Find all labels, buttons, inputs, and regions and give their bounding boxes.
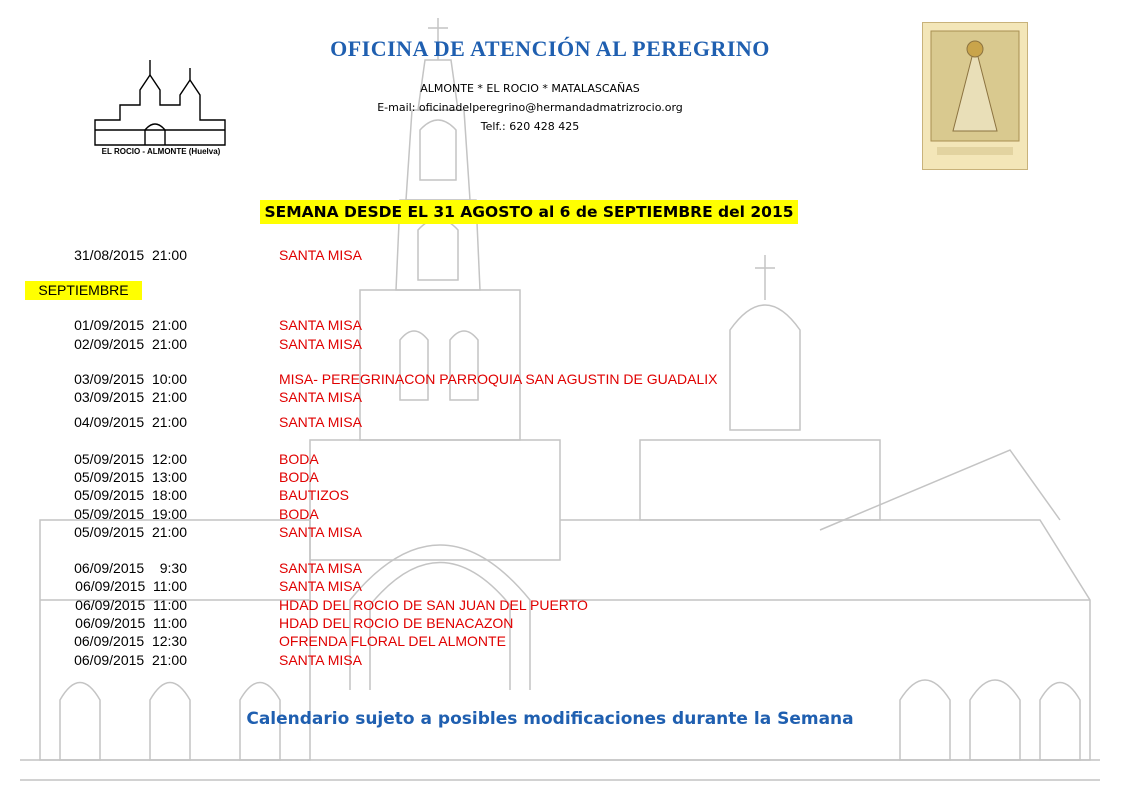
schedule-row xyxy=(0,597,1123,615)
phone-line: Telf.: 620 428 425 xyxy=(480,120,580,133)
schedule-row xyxy=(0,389,1123,407)
row-datetime: 06/09/2015 21:00 xyxy=(74,652,187,668)
schedule-row xyxy=(0,652,1123,670)
schedule-row xyxy=(0,336,1123,354)
row-datetime: 03/09/2015 10:00 xyxy=(74,371,187,387)
schedule-row xyxy=(0,371,1123,389)
schedule-row xyxy=(0,560,1123,578)
row-datetime: 06/09/2015 11:00 xyxy=(75,597,187,613)
schedule-row xyxy=(0,247,1123,265)
office-logo xyxy=(80,50,240,160)
row-event: SANTA MISA xyxy=(279,524,362,540)
footer-note: Calendario sujeto a posibles modificaciones durante la Semana xyxy=(246,709,854,729)
schedule-row xyxy=(0,487,1123,505)
row-datetime: 06/09/2015 11:00 xyxy=(75,615,187,631)
month-label: SEPTIEMBRE xyxy=(25,281,142,300)
row-datetime: 01/09/2015 21:00 xyxy=(74,317,187,333)
schedule-row xyxy=(0,578,1123,596)
row-datetime: 06/09/2015 9:30 xyxy=(74,560,187,576)
schedule-row xyxy=(0,414,1123,432)
row-event: HDAD DEL ROCIO DE BENACAZON xyxy=(279,615,514,631)
week-banner: SEMANA DESDE EL 31 AGOSTO al 6 de SEPTIEMBRE del 2015 xyxy=(260,200,798,224)
virgin-picture xyxy=(922,22,1028,170)
row-event: SANTA MISA xyxy=(279,389,362,405)
row-event: SANTA MISA xyxy=(279,652,362,668)
row-datetime: 05/09/2015 21:00 xyxy=(74,524,187,540)
row-datetime: 05/09/2015 13:00 xyxy=(74,469,187,485)
row-event: BODA xyxy=(279,451,319,467)
email-line: E-mail: oficinadelperegrino@hermandadmatrizrocio.org xyxy=(377,101,683,114)
row-event: SANTA MISA xyxy=(279,336,362,352)
places-line: ALMONTE * EL ROCIO * MATALASCAÑAS xyxy=(420,82,640,95)
row-event: SANTA MISA xyxy=(279,414,362,430)
row-datetime: 05/09/2015 12:00 xyxy=(74,451,187,467)
schedule-row xyxy=(0,469,1123,487)
row-datetime: 05/09/2015 19:00 xyxy=(74,506,187,522)
schedule-row xyxy=(0,633,1123,651)
row-event: OFRENDA FLORAL DEL ALMONTE xyxy=(279,633,506,649)
page-title: OFICINA DE ATENCIÓN AL PEREGRINO xyxy=(330,36,770,61)
row-event: BODA xyxy=(279,506,319,522)
schedule-row xyxy=(0,506,1123,524)
row-datetime: 31/08/2015 21:00 xyxy=(74,247,187,263)
row-event: SANTA MISA xyxy=(279,578,362,594)
schedule-row xyxy=(0,317,1123,335)
logo-caption: EL ROCIO - ALMONTE (Huelva) xyxy=(101,147,221,156)
row-event: MISA- PEREGRINACON PARROQUIA SAN AGUSTIN DE GUADALIX xyxy=(279,371,718,387)
schedule-row xyxy=(0,451,1123,469)
row-datetime: 03/09/2015 21:00 xyxy=(74,389,187,405)
row-event: BAUTIZOS xyxy=(279,487,350,503)
row-datetime: 06/09/2015 12:30 xyxy=(74,633,187,649)
schedule-row xyxy=(0,524,1123,542)
row-datetime: 05/09/2015 18:00 xyxy=(74,487,187,503)
row-event: BODA xyxy=(279,469,319,485)
row-datetime: 06/09/2015 11:00 xyxy=(75,578,187,594)
schedule-row xyxy=(0,615,1123,633)
row-event: HDAD DEL ROCIO DE SAN JUAN DEL PUERTO xyxy=(279,597,588,613)
row-datetime: 04/09/2015 21:00 xyxy=(74,414,187,430)
row-event: SANTA MISA xyxy=(279,560,362,576)
row-datetime: 02/09/2015 21:00 xyxy=(74,336,187,352)
row-event: SANTA MISA xyxy=(279,247,362,263)
row-event: SANTA MISA xyxy=(279,317,362,333)
